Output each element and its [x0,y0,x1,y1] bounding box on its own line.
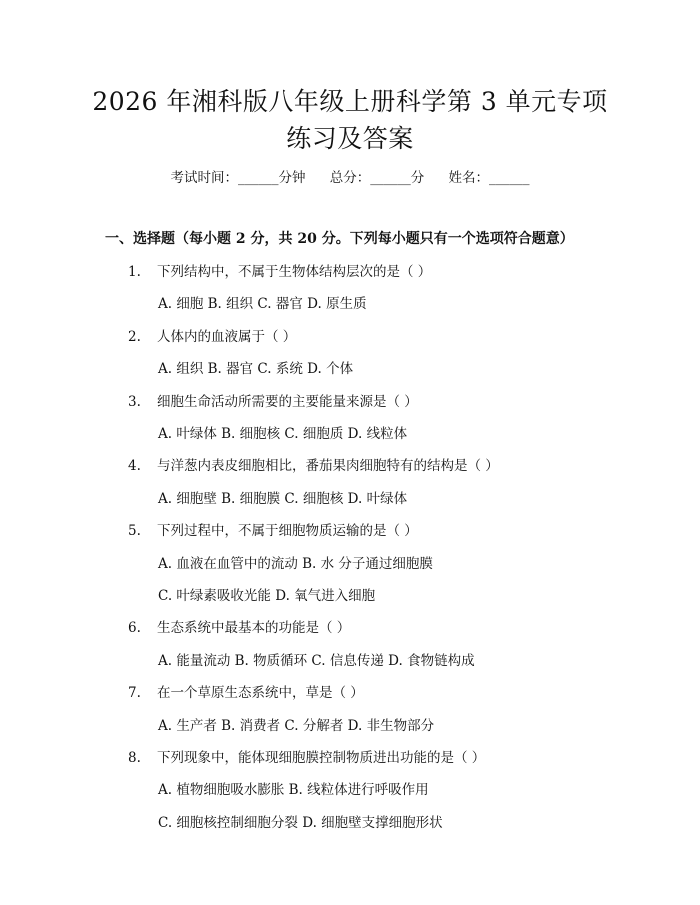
exam-meta-row [0,168,700,188]
option-line: A. 血液在血管中的流动 B. 水 分子通过细胞膜 [158,555,433,572]
question-number: 3. [128,393,141,410]
option-line: A. 细胞 B. 组织 C. 器官 D. 原生质 [158,296,367,313]
question-text: 在一个草原生态系统中，草是（ ） [157,685,364,702]
section-heading-choice: 一、选择题（每小题 2 分，共 20 分。下列每小题只有一个选项符合题意） [105,231,574,247]
option-line: A. 细胞壁 B. 细胞膜 C. 细胞核 D. 叶绿体 [158,490,408,507]
option-line: C. 叶绿素吸收光能 D. 氧气进入细胞 [158,588,376,604]
question-text: 细胞生命活动所需要的主要能量来源是（ ） [157,393,418,410]
option-line: A. 组织 B. 器官 C. 系统 D. 个体 [158,361,354,378]
question-number: 2. [128,328,141,345]
option-line: A. 植物细胞吸水膨胀 B. 线粒体进行呼吸作用 [158,782,429,799]
exam-time-field: 考试时间：______分钟 [170,170,306,186]
question-number: 7. [128,685,141,702]
question-text: 下列结构中，不属于生物体结构层次的是（ ） [157,264,432,280]
exam-score-field: 总分：______分 [329,170,425,186]
option-line: A. 能量流动 B. 物质循环 C. 信息传递 D. 食物链构成 [158,652,475,669]
question-text: 人体内的血液属于（ ） [157,328,297,345]
document-title-line-1: 2026 年湘科版八年级上册科学第 3 单元专项 [92,87,608,116]
question-text: 下列现象中，能体现细胞膜控制物质进出功能的是（ ） [157,750,486,766]
question-text: 下列过程中，不属于细胞物质运输的是（ ） [157,523,418,540]
option-line: A. 叶绿体 B. 细胞核 C. 细胞质 D. 线粒体 [158,426,408,442]
question-number: 4. [128,458,141,475]
question-number: 6. [128,620,141,637]
document-title-line-2: 练习及答案 [286,124,414,153]
question-number: 1. [128,264,141,280]
option-line: C. 细胞核控制细胞分裂 D. 细胞壁支撑细胞形状 [158,814,443,831]
question-text: 与洋葱内表皮细胞相比，番茄果肉细胞特有的结构是（ ） [157,458,499,475]
question-number: 5. [128,523,141,540]
question-text: 生态系统中最基本的功能是（ ） [157,620,351,637]
question-number: 8. [128,750,141,766]
exam-name-field: 姓名：______ [448,170,530,186]
option-line: A. 生产者 B. 消费者 C. 分解者 D. 非生物部分 [158,717,435,734]
